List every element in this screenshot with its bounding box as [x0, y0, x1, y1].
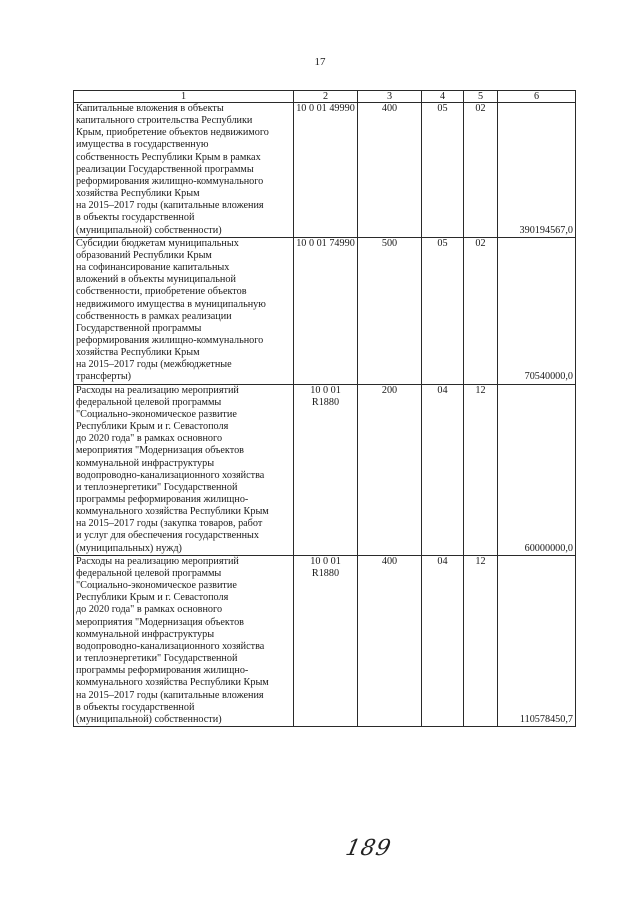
description-line: на 2015–2017 годы (закупка товаров, работ — [76, 518, 263, 530]
description-line: собственности, приобретение объектов — [76, 286, 247, 298]
description-line: недвижимого имущества в муниципальную — [76, 298, 266, 310]
amount-cell: 390194567,0 — [498, 103, 576, 238]
table-row — [74, 384, 576, 555]
header-cell: 6 — [498, 91, 576, 103]
description-line: хозяйства Республики Крым — [76, 347, 200, 359]
csr-code-cell: 10 0 01 74990 — [294, 237, 358, 384]
description-line: до 2020 года" в рамках основного — [76, 433, 223, 445]
description-line: Государственной программы — [76, 322, 202, 334]
description-cell — [74, 237, 294, 384]
description-line: Капитальные вложения в объекты — [76, 103, 224, 114]
description-line: программы реформирования жилищно- — [76, 665, 249, 677]
table-row — [74, 555, 576, 726]
csr-code-cell: 10 0 01 R1880 — [294, 555, 358, 726]
description-line: "Социально-экономическое развитие — [76, 580, 237, 592]
section-cell: 04 — [422, 384, 464, 555]
description-line: трансферты) — [76, 371, 132, 383]
description-line: собственность в рамках реализации — [76, 310, 232, 322]
description-line: на 2015–2017 годы (капитальные вложения — [76, 200, 264, 212]
description-line: реформирования жилищно-коммунального — [76, 334, 264, 346]
header-cell: 3 — [358, 91, 422, 103]
budget-table — [73, 90, 576, 727]
description-line: образований Республики Крым — [76, 249, 212, 261]
table-header-row — [74, 91, 576, 103]
description-line: водопроводно-канализационного хозяйства — [76, 640, 265, 652]
vr-code-cell: 200 — [358, 384, 422, 555]
description-line: Субсидии бюджетам муниципальных — [76, 237, 239, 249]
description-line: "Социально-экономическое развитие — [76, 408, 237, 420]
vr-code-cell: 500 — [358, 237, 422, 384]
description-line: мероприятия "Модернизация объектов — [76, 445, 244, 457]
description-line: на 2015–2017 годы (межбюджетные — [76, 359, 232, 371]
vr-code-cell: 400 — [358, 555, 422, 726]
description-line: (муниципальной) собственности) — [76, 713, 222, 725]
description-line: и теплоэнергетики" Государственной — [76, 653, 238, 665]
description-line: в объекты государственной — [76, 212, 195, 224]
description-line: вложений в объекты муниципальной — [76, 274, 236, 286]
description-line: коммунального хозяйства Республики Крым — [76, 677, 269, 689]
amount-cell: 110578450,7 — [498, 555, 576, 726]
description-cell — [74, 384, 294, 555]
vr-code-cell: 400 — [358, 103, 422, 238]
description-line: программы реформирования жилищно- — [76, 494, 249, 505]
description-line: федеральной целевой программы — [76, 567, 222, 579]
description-cell — [74, 103, 294, 238]
subsection-cell: 12 — [464, 555, 498, 726]
description-line: мероприятия "Модернизация объектов — [76, 616, 244, 628]
description-line: имущества в государственную — [76, 139, 209, 151]
header-cell: 5 — [464, 91, 498, 103]
description-line: реформирования жилищно-коммунального — [76, 175, 264, 187]
page-number: 17 — [314, 56, 326, 68]
csr-code-cell: 10 0 01 49990 — [294, 103, 358, 238]
subsection-cell: 02 — [464, 103, 498, 238]
description-line: коммунальной инфраструктуры — [76, 457, 215, 469]
description-line: Крым, приобретение объектов недвижимого — [76, 127, 269, 139]
header-cell: 4 — [422, 91, 464, 103]
description-line: и услуг для обеспечения государственных — [76, 530, 259, 542]
description-line: (муниципальной) собственности) — [76, 224, 222, 236]
description-line: водопроводно-канализационного хозяйства — [76, 469, 265, 481]
description-line: на софинансирование капитальных — [76, 262, 230, 274]
table-row — [74, 237, 576, 384]
section-cell: 05 — [422, 103, 464, 238]
amount-cell: 70540000,0 — [498, 237, 576, 384]
handwritten-page-number: 189 — [343, 836, 394, 861]
subsection-cell: 02 — [464, 237, 498, 384]
description-line: коммунального хозяйства Республики Крым — [76, 506, 269, 518]
csr-code-cell: 10 0 01 R1880 — [294, 384, 358, 555]
description-line: коммунальной инфраструктуры — [76, 628, 215, 640]
description-line: федеральной целевой программы — [76, 396, 222, 408]
description-line: до 2020 года" в рамках основного — [76, 604, 223, 616]
description-line: Расходы на реализацию мероприятий — [76, 555, 239, 567]
description-cell — [74, 555, 294, 726]
description-line: Республики Крым и г. Севастополя — [76, 421, 229, 433]
description-line: Республики Крым и г. Севастополя — [76, 592, 229, 604]
description-line: и теплоэнергетики" Государственной — [76, 481, 238, 493]
description-line: реализации Государственной программы — [76, 163, 254, 175]
header-cell: 2 — [294, 91, 358, 103]
description-line: собственность Республики Крым в рамках — [76, 151, 261, 163]
subsection-cell: 12 — [464, 384, 498, 555]
description-line: (муниципальных) нужд) — [76, 542, 182, 554]
budget-table-body — [74, 91, 576, 727]
amount-cell: 60000000,0 — [498, 384, 576, 555]
description-line: капитального строительства Республики — [76, 115, 253, 127]
header-cell: 1 — [74, 91, 294, 103]
table-row — [74, 103, 576, 238]
description-line: в объекты государственной — [76, 701, 195, 713]
description-line: на 2015–2017 годы (капитальные вложения — [76, 689, 264, 701]
section-cell: 05 — [422, 237, 464, 384]
description-line: хозяйства Республики Крым — [76, 188, 200, 200]
description-line: Расходы на реализацию мероприятий — [76, 384, 239, 396]
section-cell: 04 — [422, 555, 464, 726]
